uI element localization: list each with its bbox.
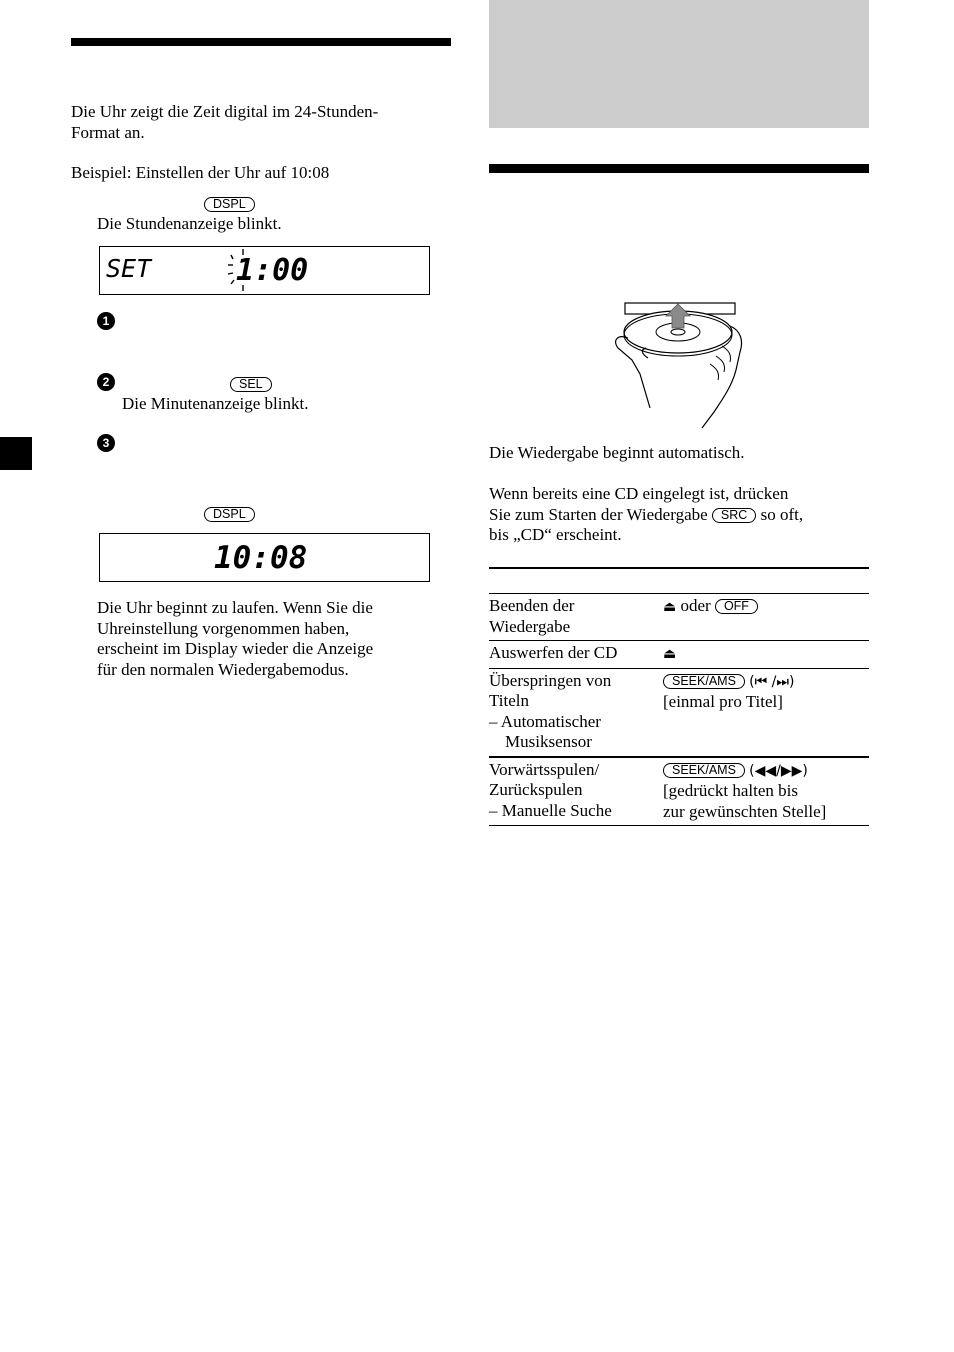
action-cell: Vorwärtsspulen/ Zurückspulen – Manuelle Suche [489,759,612,820]
cd-line-2: Sie zum Starten der Wiedergabe SRC so oft, [489,504,804,524]
cd-insert-illustration [610,296,750,431]
minute-blink-text: Die Minutenanzeige blinkt. [122,394,309,413]
action-cell: Auswerfen der CD [489,643,618,662]
control-cell: SEEK/AMS (⏮ /⏭) [einmal pro Titel] [663,673,795,711]
table-row [489,641,869,669]
step-marker-3: 3 [97,434,115,452]
lcd-display-time [99,533,430,582]
intro-line-1: Die Uhr zeigt die Zeit digital im 24-Stunden- [71,102,379,121]
seek-ams-key: SEEK/AMS [663,674,745,689]
lcd-hour-value: 1:00 [236,253,309,288]
intro-paragraph [71,102,461,143]
gray-header-box [489,0,869,128]
sel-key: SEL [230,374,272,395]
action-cell: Beenden der Wiedergabe [489,596,575,636]
off-key: OFF [715,599,758,614]
final-line-1: Die Uhr beginnt zu laufen. Wenn Sie die [97,598,373,617]
cd-line-1: Wenn bereits eine CD eingelegt ist, drücken [489,484,789,503]
operations-table [489,594,869,826]
table-row [489,757,869,826]
lcd-set-graphic [100,247,429,294]
table-row [489,668,869,757]
section-rule-left [71,38,451,46]
example-text: Beispiel: Einstellen der Uhr auf 10:08 [71,163,330,182]
step-marker-2: 2 [97,373,115,391]
skip-prev-next-icon: (⏮ /⏭) [749,673,795,690]
cd-start-paragraph [489,484,879,546]
autoplay-text: Die Wiedergabe beginnt automatisch. [489,443,745,462]
final-line-4: für den normalen Wiedergabemodus. [97,659,349,679]
table-header-rule [489,567,869,569]
clock-running-paragraph [97,598,457,680]
table-row [489,594,869,641]
side-tab-marker [0,437,32,470]
control-cell: ⏏ oder OFF [663,594,869,641]
control-cell: SEEK/AMS (◀◀/▶▶) [gedrückt halten bis zur gewünschten Stelle] [663,762,827,821]
final-line-2: Uhreinstellung vorgenommen haben, [97,618,350,638]
dspl-key-2: DSPL [204,504,255,525]
lcd-time-graphic [100,534,429,581]
final-line-3: erscheint im Display wieder die Anzeige [97,639,374,658]
cd-insert-icon [610,296,750,431]
lcd-time-value: 10:08 [214,540,308,576]
lcd-display-set [99,246,430,295]
section-rule-right [489,164,869,173]
action-cell: Überspringen von Titeln – Automatischer Musiksensor [489,670,612,751]
src-key: SRC [712,508,756,523]
dspl-key-1: DSPL [204,194,255,215]
rewind-forward-icon: (◀◀/▶▶) [749,762,808,779]
eject-icon: ⏏ [663,599,677,615]
intro-line-2: Format an. [71,122,145,142]
control-cell [663,641,869,669]
seek-ams-key: SEEK/AMS [663,763,745,778]
lcd-set-label: SET [106,254,152,283]
hour-blink-text: Die Stundenanzeige blinkt. [97,214,282,233]
eject-icon: ⏏ [663,646,677,662]
step-marker-1: 1 [97,312,115,330]
cd-line-3: bis „CD“ erscheint. [489,525,622,544]
